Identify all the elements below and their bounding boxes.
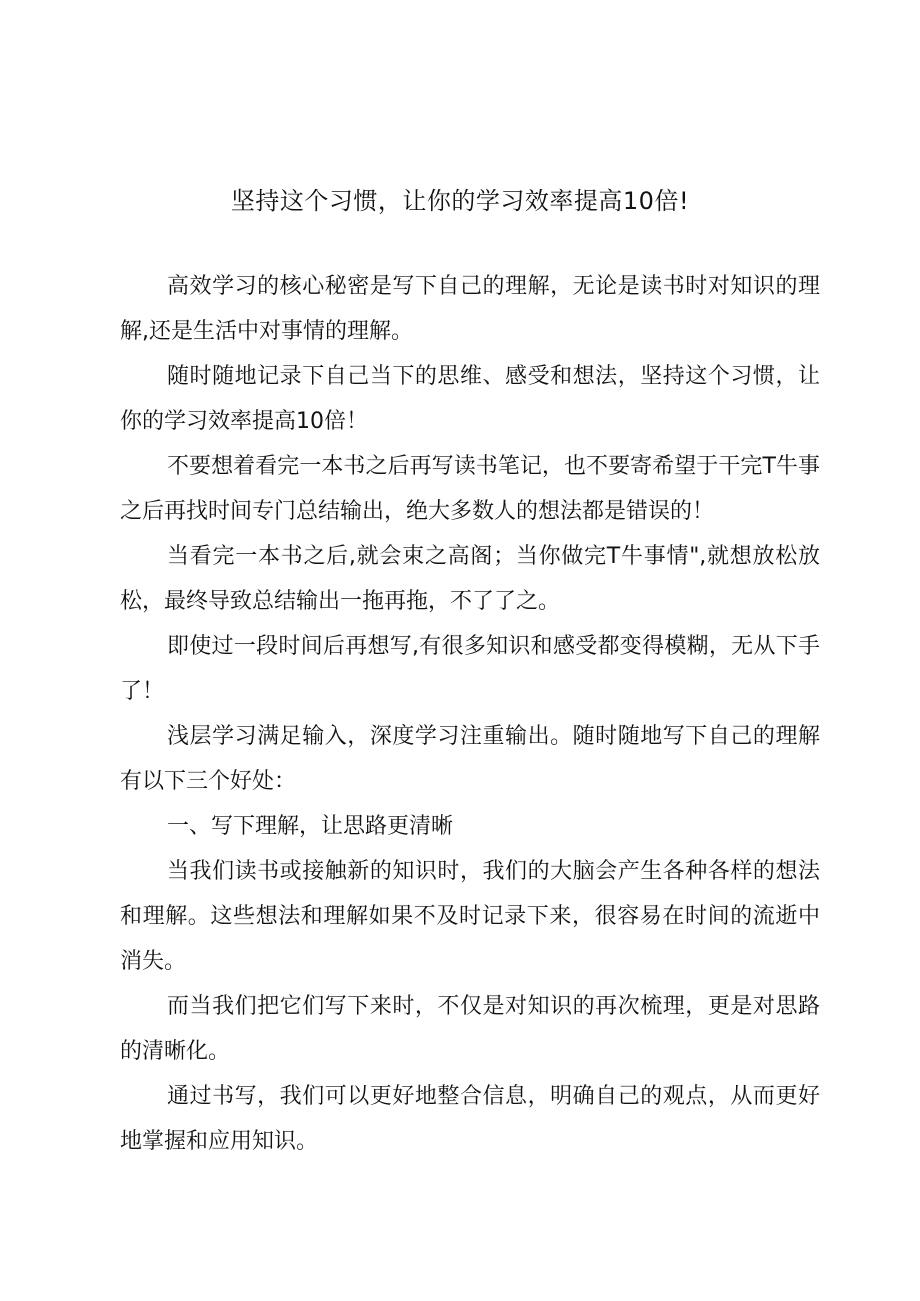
document-body: [120, 264, 820, 1164]
paragraph: 随时随地记录下自己当下的思维、感受和想法，坚持这个习惯，让你的学习效率提高10倍！: [120, 364, 820, 434]
section-heading: 一、写下理解，让思路更清晰: [167, 814, 454, 839]
paragraph: 当我们读书或接触新的知识时，我们的大脑会产生各种各样的想法和理解。这些想法和理解如果不及时记录下来，很容易在时间的流逝中消失。: [120, 859, 820, 974]
paragraph: 浅层学习满足输入，深度学习注重输出。随时随地写下自己的理解有以下三个好处：: [120, 724, 820, 794]
paragraph: 当看完一本书之后,就会束之高阁；当你做完T牛事情",就想放松放松，最终导致总结输出一拖再拖，不了了之。: [120, 544, 820, 614]
paragraph: 而当我们把它们写下来时，不仅是对知识的再次梳理，更是对思路的清晰化。: [120, 994, 820, 1064]
paragraph: 不要想着看完一本书之后再写读书笔记，也不要寄希望于干完T牛事之后再找时间专门总结输出，绝大多数人的想法都是错误的！: [120, 454, 820, 524]
paragraph: 通过书写，我们可以更好地整合信息，明确自己的观点，从而更好地掌握和应用知识。: [120, 1084, 820, 1154]
paragraph: 即使过一段时间后再想写,有很多知识和感受都变得模糊，无从下手了！: [120, 634, 820, 704]
document-title: 坚持这个习惯，让你的学习效率提高10倍!: [230, 187, 690, 215]
paragraph: 高效学习的核心秘密是写下自己的理解，无论是读书时对知识的理解,还是生活中对事情的理解。: [120, 274, 820, 344]
